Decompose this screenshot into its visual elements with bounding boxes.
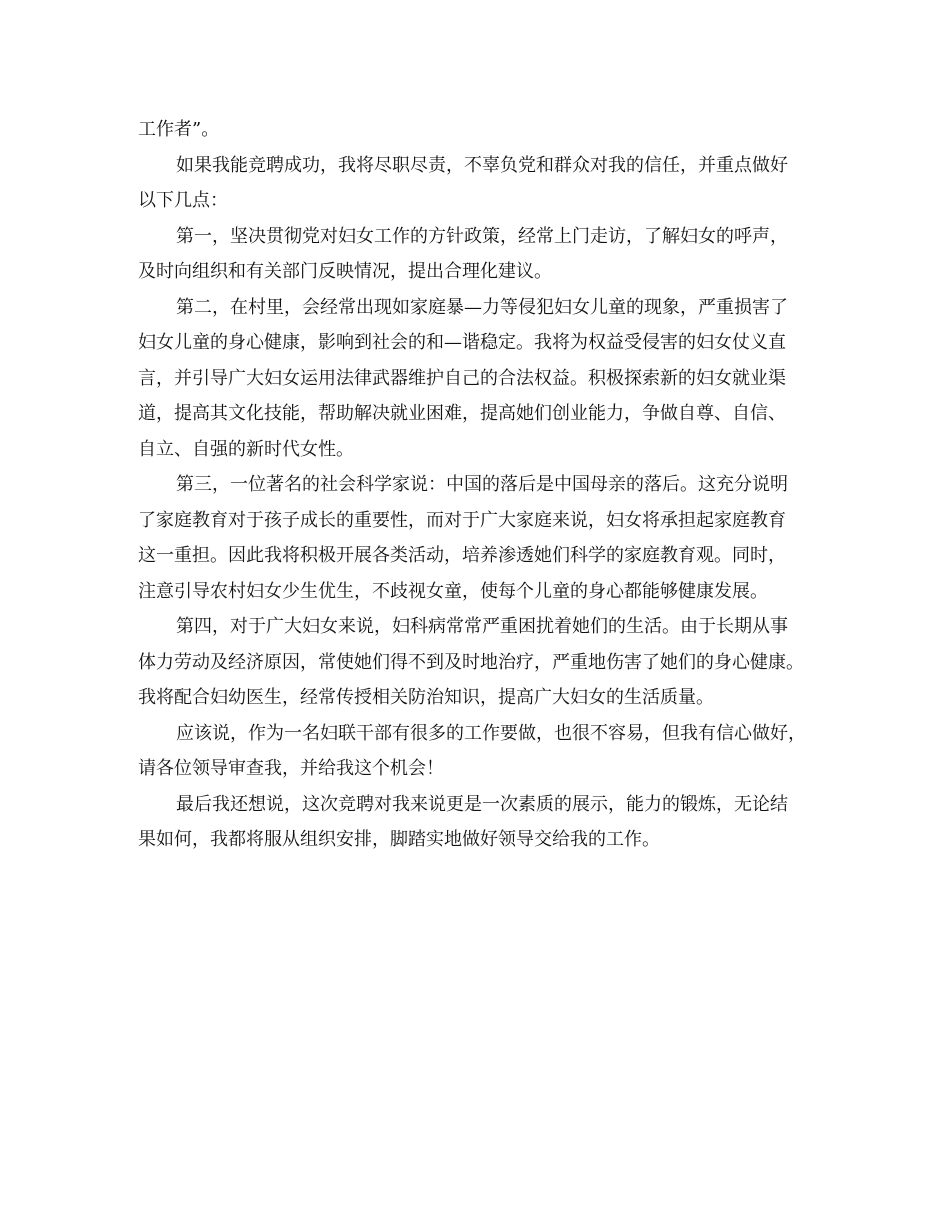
text-line: 应该说，作为一名妇联干部有很多的工作要做，也很不容易，但我有信心做好， [176, 722, 806, 744]
body-text [138, 112, 828, 858]
text-line: 第三，一位著名的社会科学家说：中国的落后是中国母亲的落后。这充分说明 [176, 474, 788, 495]
text-line: 及时向组织和有关部门反映情况，提出合理化建议。 [138, 261, 552, 282]
text-line: 这一重担。因此我将积极开展各类活动，培养渗透她们科学的家庭教育观。同时， [138, 545, 786, 566]
text-line: 体力劳动及经济原因，常使她们得不到及时地治疗，严重地伤害了她们的身心健康。 [138, 651, 804, 673]
text-line: 自立、自强的新时代女性。 [138, 438, 354, 460]
text-line: 注意引导农村妇女少生优生，不歧视女童，使每个儿童的身心都能够健康发展。 [138, 580, 768, 602]
text-line: 妇女儿童的身心健康，影响到社会的和—谐稳定。我将为权益受侵害的妇女仗义直 [138, 332, 786, 353]
text-line: 请各位领导审查我，并给我这个机会！ [138, 758, 444, 779]
text-line: 我将配合妇幼医生，经常传授相关防治知识，提高广大妇女的生活质量。 [138, 687, 714, 708]
text-line: 言，并引导广大妇女运用法律武器维护自己的合法权益。积极探索新的妇女就业渠 [138, 367, 786, 389]
text-line: 第一，坚决贯彻党对妇女工作的方针政策，经常上门走访，了解妇女的呼声， [176, 225, 788, 247]
text-line: 如果我能竞聘成功，我将尽职尽责，不辜负党和群众对我的信任，并重点做好 [176, 154, 788, 176]
text-line: 道，提高其文化技能，帮助解决就业困难，提高她们创业能力，争做自尊、自信、 [138, 403, 786, 424]
text-line: 了家庭教育对于孩子成长的重要性，而对于广大家庭来说，妇女将承担起家庭教育 [138, 509, 786, 531]
text-line: 果如何，我都将服从组织安排，脚踏实地做好领导交给我的工作。 [138, 829, 660, 850]
text-line: 以下几点： [138, 190, 228, 211]
text-line: 第二，在村里，会经常出现如家庭暴—力等侵犯妇女儿童的现象，严重损害了 [176, 296, 788, 318]
text-line: 第四，对于广大妇女来说，妇科病常常严重困扰着她们的生活。由于长期从事 [176, 616, 788, 637]
text-line: 工作者”。 [138, 119, 220, 140]
text-line: 最后我还想说，这次竞聘对我来说更是一次素质的展示，能力的锻炼，无论结 [176, 793, 788, 815]
